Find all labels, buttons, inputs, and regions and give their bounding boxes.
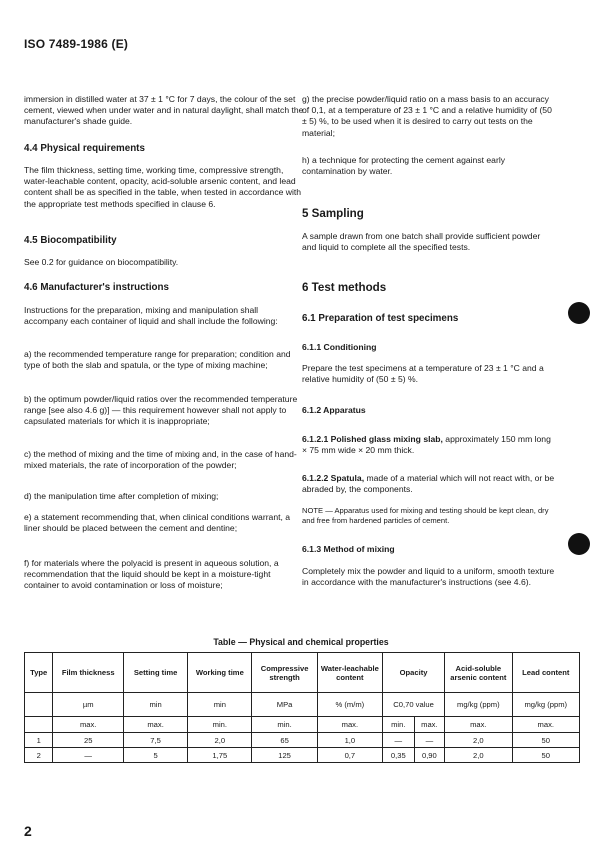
unit-cell: MPa — [252, 693, 317, 717]
limit-cell: max. — [512, 717, 579, 733]
section-6-1-2-1-text: approximately 150 mm long × 75 mm wide × 20 mm thick. — [302, 434, 551, 456]
item-e: e) a statement recommending that, when clinical conditions warrant, a liner should be placed between the cement and dentine; — [24, 512, 291, 534]
section-4-5-title: 4.5 Biocompatibility — [24, 235, 117, 246]
document-header: ISO 7489-1986 (E) — [24, 37, 129, 51]
list-item-b — [24, 394, 304, 428]
limit-cell: max. — [414, 717, 445, 733]
table-row — [25, 748, 580, 763]
item-g: g) the precise powder/liquid ratio on a mass basis to an accuracy of 0,1, at a temperature of 23 ± 1 °C and a relative humidity of (50 ± 5) %, to be used when it is desired to carry out tests on the material; — [302, 94, 552, 138]
unit-cell: mg/kg (ppm) — [512, 693, 579, 717]
table-cell: — — [53, 748, 124, 763]
table-cell: 50 — [512, 733, 579, 748]
table-cell: 1 — [25, 733, 53, 748]
section-6-1-3-title: 6.1.3 Method of mixing — [302, 544, 395, 554]
section-6-1-2-2-text: made of a material which will not react with, or be abraded by, the components. — [302, 473, 555, 495]
table-cell: 65 — [252, 733, 317, 748]
section-6-1-2-1 — [302, 434, 556, 456]
section-4-6-body — [24, 305, 304, 327]
note-block — [302, 506, 556, 526]
table-units-row — [25, 693, 580, 717]
limit-cell: min. — [383, 717, 415, 733]
col-header: Working time — [188, 653, 252, 693]
section-6-1-1-title: 6.1.1 Conditioning — [302, 342, 377, 352]
section-6-title: 6 Test methods — [302, 281, 387, 294]
intro-paragraph: immersion in distilled water at 37 ± 1 °C for 7 days, the colour of the set cement, viewed when under water and in natural daylight, shall match the manufacturer's shade guide. — [24, 94, 304, 127]
unit-cell: C0,70 value — [383, 693, 445, 717]
table-cell: 2,0 — [445, 733, 512, 748]
col-header: Type — [25, 653, 53, 693]
limit-cell: max. — [53, 717, 124, 733]
unit-cell: min — [123, 693, 187, 717]
list-item-d — [24, 491, 304, 502]
table-cell: 2,0 — [188, 733, 252, 748]
section-4-4 — [24, 143, 304, 154]
section-4-6-title: 4.6 Manufacturer's instructions — [24, 282, 169, 293]
empty-cell — [25, 717, 53, 733]
section-6-1-1 — [302, 342, 556, 353]
section-4-4-title: 4.4 Physical requirements — [24, 143, 145, 154]
note-text: NOTE — Apparatus used for mixing and testing should be kept clean, dry and free from hardened particles of cement. — [302, 506, 549, 525]
item-c: c) the method of mixing and the time of mixing and, in the case of hand-mixed materials, the rate of incorporation of the powder; — [24, 449, 297, 471]
item-d: d) the manipulation time after completion of mixing; — [24, 491, 219, 501]
table-cell: 50 — [512, 748, 579, 763]
section-6-1-3-body — [302, 566, 556, 588]
table-cell: 0,35 — [383, 748, 415, 763]
unit-cell: % (m/m) — [317, 693, 382, 717]
table-header-row — [25, 653, 580, 693]
section-6-1-1-text: Prepare the test specimens at a temperature of 23 ± 1 °C and a relative humidity of (50 ± 5) %. — [302, 363, 544, 385]
list-item-c — [24, 449, 304, 471]
col-header: Compressive strength — [252, 653, 317, 693]
section-6-1-3 — [302, 544, 556, 555]
list-item-e — [24, 512, 304, 534]
item-f: f) for materials where the polyacid is present in aqueous solution, a recommendation that the liquid should be kept in a moisture-tight container to avoid contamination or loss of moisture; — [24, 558, 279, 591]
section-4-6-text: Instructions for the preparation, mixing and manipulation shall accompany each container of liquid and shall include the following: — [24, 305, 278, 327]
table-cell: 7,5 — [123, 733, 187, 748]
table-cell: 2,0 — [445, 748, 512, 763]
properties-table — [24, 652, 580, 763]
section-6-1 — [302, 313, 556, 324]
section-6-1-2 — [302, 405, 556, 416]
table-cell: 1,75 — [188, 748, 252, 763]
list-item-g — [302, 94, 556, 139]
limit-cell: min. — [252, 717, 317, 733]
section-5 — [302, 208, 556, 219]
limit-cell: max. — [317, 717, 382, 733]
punch-hole-mark — [568, 533, 590, 555]
unit-cell: min — [188, 693, 252, 717]
list-item-a — [24, 349, 304, 371]
table-cell: 125 — [252, 748, 317, 763]
table-cell: 25 — [53, 733, 124, 748]
table-title: Table — Physical and chemical properties — [213, 637, 389, 647]
empty-cell — [25, 693, 53, 717]
limit-cell: min. — [188, 717, 252, 733]
col-header: Setting time — [123, 653, 187, 693]
section-5-body — [302, 231, 556, 253]
left-column — [24, 94, 304, 128]
table-cell: 2 — [25, 748, 53, 763]
unit-cell: µm — [53, 693, 124, 717]
section-6-1-2-1-title: 6.1.2.1 Polished glass mixing slab, — [302, 434, 443, 444]
col-header: Film thickness — [53, 653, 124, 693]
col-header: Opacity — [383, 653, 445, 693]
punch-hole-mark — [568, 302, 590, 324]
col-header: Lead content — [512, 653, 579, 693]
limit-cell: max. — [123, 717, 187, 733]
section-4-5-text: See 0.2 for guidance on biocompatibility. — [24, 257, 179, 267]
table-cell: — — [414, 733, 445, 748]
table-cell: 5 — [123, 748, 187, 763]
section-4-4-text: The film thickness, setting time, working time, compressive strength, water-leachable content, opacity, acid-soluble arsenic content, and lead content shall be as specified in the table, when tested in accordance with the appropriate test methods specified in clause 6. — [24, 165, 302, 209]
table-row — [25, 733, 580, 748]
limit-cell: max. — [445, 717, 512, 733]
section-6-1-2-2 — [302, 473, 556, 495]
section-5-title: 5 Sampling — [302, 207, 364, 220]
section-6-1-2-2-title: 6.1.2.2 Spatula, — [302, 473, 365, 483]
section-6-1-title: 6.1 Preparation of test specimens — [302, 313, 459, 324]
table-cell: — — [383, 733, 415, 748]
item-a: a) the recommended temperature range for preparation; condition and type of both the slab and spatula, or the type of mixing machine; — [24, 349, 291, 371]
table-cell: 0,7 — [317, 748, 382, 763]
item-b: b) the optimum powder/liquid ratios over the recommended temperature range [see also 4.6 g)] — this requirement however shall not apply to capsulated materials for which it is inappropriate; — [24, 394, 298, 427]
list-item-h — [302, 155, 556, 177]
col-header: Acid-soluble arsenic content — [445, 653, 512, 693]
section-4-6 — [24, 282, 304, 293]
table-cell: 1,0 — [317, 733, 382, 748]
item-h: h) a technique for protecting the cement against early contamination by water. — [302, 155, 506, 177]
section-5-text: A sample drawn from one batch shall provide sufficient powder and liquid to complete all the specified tests. — [302, 231, 541, 253]
list-item-f — [24, 558, 304, 592]
page-number: 2 — [24, 823, 32, 839]
section-4-5 — [24, 235, 304, 246]
table-cell: 0,90 — [414, 748, 445, 763]
unit-cell: mg/kg (ppm) — [445, 693, 512, 717]
section-6-1-3-text: Completely mix the powder and liquid to a uniform, smooth texture in accordance with the manufacturer's instructions (see 4.6). — [302, 566, 555, 588]
section-6-1-1-body — [302, 363, 556, 385]
table-limits-row — [25, 717, 580, 733]
section-4-4-body — [24, 165, 304, 210]
section-4-5-body — [24, 257, 304, 268]
section-6 — [302, 282, 556, 293]
section-6-1-2-title: 6.1.2 Apparatus — [302, 405, 366, 415]
col-header: Water-leachable content — [317, 653, 382, 693]
